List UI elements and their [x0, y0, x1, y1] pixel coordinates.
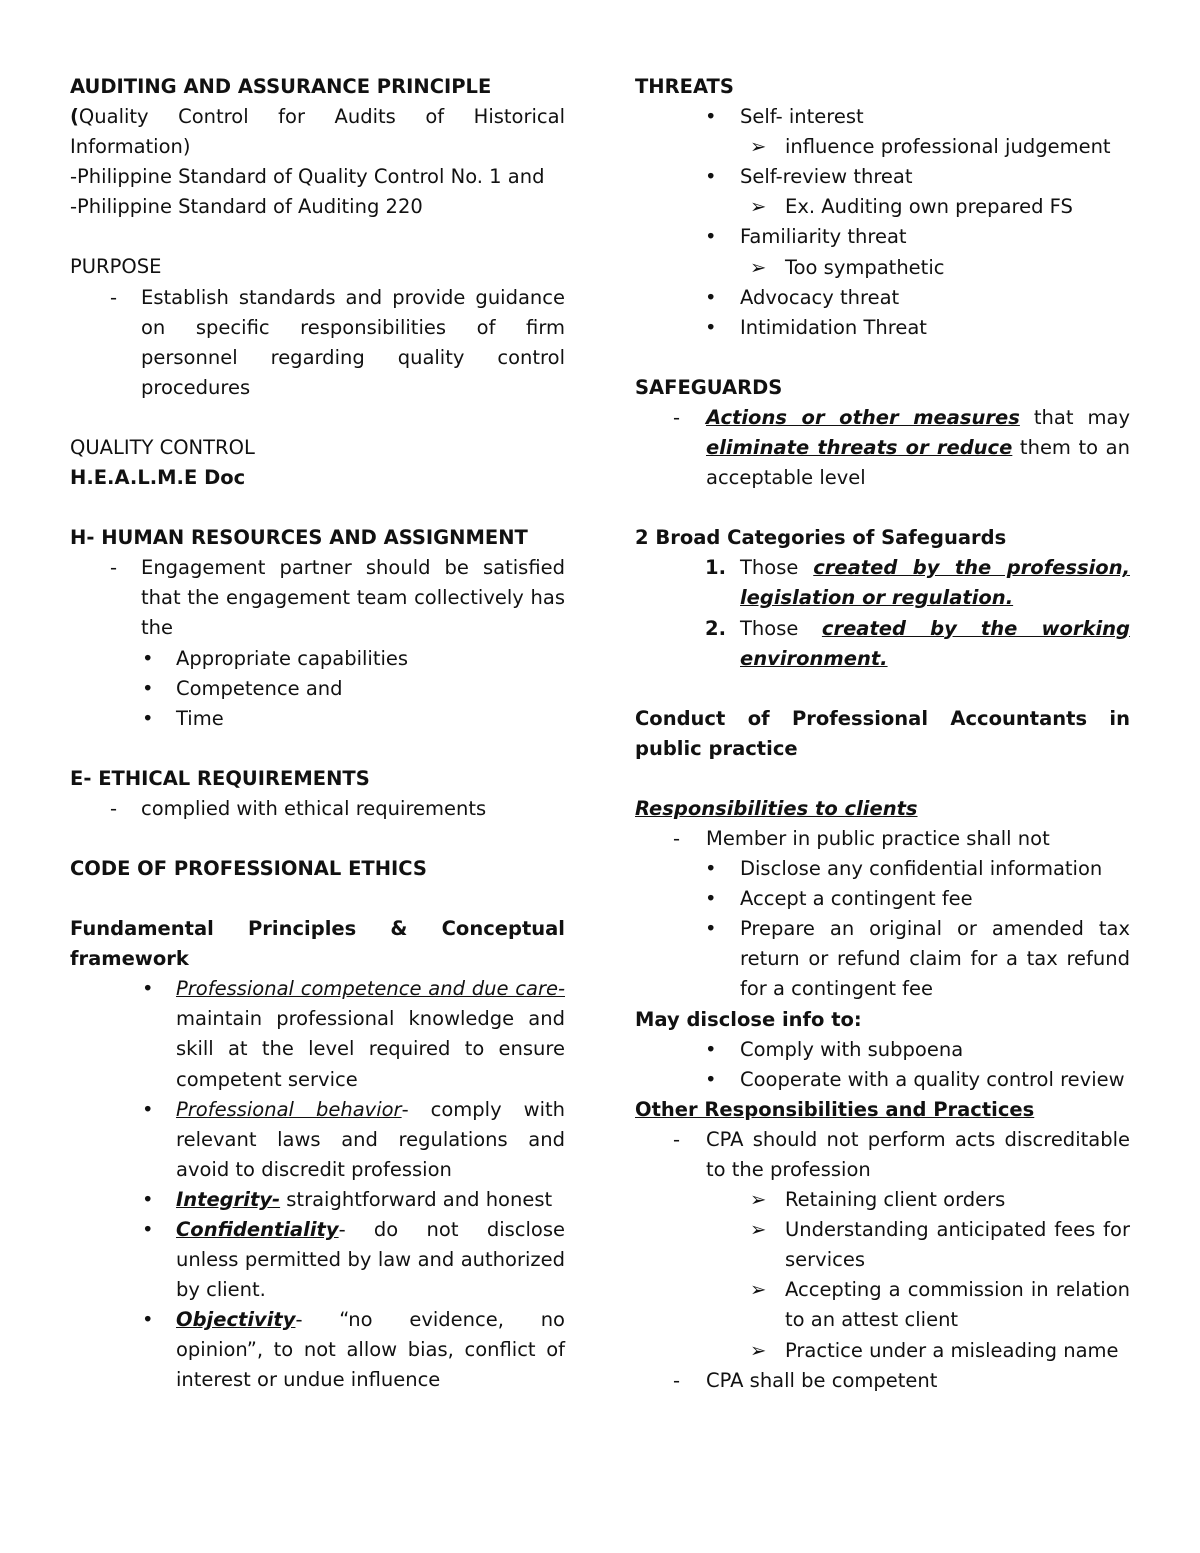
ethical-requirements-text: complied with ethical requirements: [141, 796, 487, 820]
doc-subtitle: [70, 102, 565, 162]
dash-marker: -: [673, 826, 681, 850]
purpose-heading: PURPOSE: [70, 255, 162, 279]
arrow-icon: ➢: [750, 1218, 767, 1242]
competence-text: CPA shall be competent: [706, 1368, 938, 1392]
principle-text: [176, 974, 565, 1094]
bullet-icon: [705, 854, 740, 884]
threat-subitem: [635, 192, 1130, 222]
list-item: [635, 1035, 1130, 1065]
other-responsibilities-item: [635, 1125, 1130, 1185]
arrow-icon: ➢: [750, 195, 767, 219]
principle-desc: straightforward and honest: [280, 1187, 553, 1211]
dash-marker: -: [673, 1127, 681, 1151]
threat-subitem: [635, 253, 1130, 283]
arrow-icon: ➢: [750, 135, 767, 159]
bullet-icon: [142, 1185, 176, 1215]
responsibilities-text: Member in public practice shall not: [706, 826, 1050, 850]
arrow-item: [635, 1336, 1130, 1366]
principle-term: Professional competence and due care-: [176, 977, 565, 1001]
safeguards-text: [706, 403, 1130, 493]
may-disclose-heading: May disclose info to:: [635, 1007, 862, 1031]
list-item-text: Appropriate capabilities: [176, 646, 409, 670]
threat-label: Advocacy threat: [740, 285, 900, 309]
arrow-item: [635, 1275, 1130, 1335]
dash-marker: -: [673, 405, 681, 429]
bullet-icon: [142, 704, 176, 734]
category-emphasis: created by the working environment.: [740, 616, 1130, 670]
conduct-heading: Conduct of Professional Accountants in public practice: [635, 706, 1130, 760]
bullet-icon: [142, 644, 176, 674]
left-column: [70, 72, 565, 1396]
threat-label: Familiarity threat: [740, 225, 907, 249]
principle-text: [176, 1305, 565, 1395]
threat-item: [635, 222, 1130, 252]
list-item-text: Accept a contingent fee: [740, 887, 973, 911]
ethical-requirements-heading: E- ETHICAL REQUIREMENTS: [70, 766, 370, 790]
threat-item: [635, 313, 1130, 343]
human-resources-item: [70, 553, 565, 643]
principle-term: Professional behavior: [176, 1097, 402, 1121]
right-column: [635, 72, 1130, 1396]
ethical-requirements-item: [70, 794, 565, 824]
quality-control-acronym: H.E.A.L.M.E Doc: [70, 466, 246, 490]
threat-label: Intimidation Threat: [740, 315, 927, 339]
category-item: [635, 553, 1130, 613]
responsibilities-heading: Responsibilities to clients: [635, 796, 918, 820]
arrow-icon: ➢: [750, 1338, 767, 1362]
bullet-icon: [705, 313, 740, 343]
bullet-icon: [705, 283, 740, 313]
responsibilities-item: [635, 824, 1130, 854]
threat-item: [635, 162, 1130, 192]
principle-desc: - comply with relevant laws and regulations and avoid to discredit profession: [176, 1097, 566, 1181]
dash-marker: -: [110, 556, 118, 580]
threat-subitem-text: Too sympathetic: [785, 255, 945, 279]
category-text: [740, 553, 1130, 613]
fundamental-principles-heading: Fundamental Principles & Conceptual framework: [70, 917, 565, 971]
purpose-text: Establish standards and provide guidance on specific responsibilities of firm personnel regarding quality control procedures: [141, 285, 565, 399]
bullet-icon: [705, 1035, 740, 1065]
bullet-icon: [705, 884, 740, 914]
arrow-item-text: Accepting a commission in relation to an attest client: [785, 1278, 1130, 1332]
threat-subitem: [635, 132, 1130, 162]
category-lead: Those: [740, 616, 822, 640]
competence-item: [635, 1366, 1130, 1396]
dash-marker: -: [110, 796, 118, 820]
threat-label: Self- interest: [740, 105, 864, 129]
list-item-text: Prepare an original or amended tax return or refund claim for a tax refund for a contingent fee: [740, 917, 1130, 1001]
list-item-text: Disclose any confidential information: [740, 857, 1103, 881]
dash-marker: -: [673, 1368, 681, 1392]
safeguards-text-part: them to an acceptable level: [706, 436, 1130, 490]
threat-item: [635, 102, 1130, 132]
bullet-icon: [705, 1065, 740, 1095]
principle-term: Objectivity: [176, 1308, 296, 1332]
other-responsibilities-text: CPA should not perform acts discreditable to the profession: [706, 1127, 1130, 1181]
list-item: [70, 674, 565, 704]
safeguards-emphasis: Actions or other measures: [706, 405, 1020, 429]
standard-line-2: -Philippine Standard of Auditing 220: [70, 195, 423, 219]
doc-title: AUDITING AND ASSURANCE PRINCIPLE: [70, 75, 492, 98]
principle-text: [176, 1095, 565, 1185]
code-of-ethics-heading: CODE OF PROFESSIONAL ETHICS: [70, 856, 427, 880]
threats-heading: THREATS: [635, 75, 734, 98]
categories-heading: 2 Broad Categories of Safeguards: [635, 526, 1007, 550]
list-item-text: Comply with subpoena: [740, 1037, 964, 1061]
principle-text: [176, 1185, 565, 1215]
bullet-icon: [705, 222, 740, 252]
bullet-icon: [142, 1305, 176, 1335]
quality-control-heading: QUALITY CONTROL: [70, 435, 255, 459]
subtitle-paren: (: [70, 105, 79, 129]
threat-item: [635, 283, 1130, 313]
arrow-icon: ➢: [750, 1278, 767, 1302]
bullet-icon: [705, 914, 740, 944]
standard-line-1: -Philippine Standard of Quality Control No. 1 and: [70, 165, 545, 189]
bullet-icon: [705, 162, 740, 192]
purpose-item: [70, 283, 565, 403]
principle-desc: - do not disclose unless permitted by law and authorized by client.: [176, 1218, 565, 1302]
bullet-icon: [142, 974, 176, 1004]
arrow-item: [635, 1215, 1130, 1275]
arrow-item: [635, 1185, 1130, 1215]
category-emphasis: created by the profession, legislation or regulation.: [740, 556, 1130, 610]
threat-subitem-text: Ex. Auditing own prepared FS: [785, 195, 1073, 219]
list-number: 1.: [705, 556, 726, 580]
category-text: [740, 614, 1130, 674]
arrow-item-text: Understanding anticipated fees for services: [785, 1218, 1130, 1272]
safeguards-text-part: that may: [1019, 405, 1131, 429]
arrow-item-text: Practice under a misleading name: [785, 1338, 1119, 1362]
bullet-icon: [705, 102, 740, 132]
safeguards-heading: SAFEGUARDS: [635, 375, 783, 399]
list-item: [635, 884, 1130, 914]
principle-term: Confidentiality: [176, 1218, 339, 1241]
arrow-icon: ➢: [750, 255, 767, 279]
human-resources-heading: H- HUMAN RESOURCES AND ASSIGNMENT: [70, 526, 528, 550]
list-item: [635, 854, 1130, 884]
list-item: [70, 704, 565, 734]
list-item: [635, 1065, 1130, 1095]
bullet-icon: [142, 674, 176, 704]
principle-desc: - “no evidence, no opinion”, to not allow bias, conflict of interest or undue influence: [176, 1308, 565, 1392]
list-item-text: Cooperate with a quality control review: [740, 1067, 1125, 1091]
list-item-text: Time: [176, 706, 224, 730]
safeguards-emphasis: eliminate threats or reduce: [706, 436, 1013, 460]
bullet-icon: [142, 1095, 176, 1125]
dash-marker: -: [110, 285, 118, 309]
principle-item: [70, 1185, 565, 1215]
category-item: [635, 614, 1130, 674]
safeguards-item: [635, 403, 1130, 493]
threat-subitem-text: influence professional judgement: [785, 135, 1111, 159]
bullet-icon: [142, 1215, 176, 1245]
subtitle-text: Quality Control for Audits of Historical Information): [70, 105, 565, 159]
list-item: [70, 644, 565, 674]
principle-text: [176, 1215, 565, 1305]
principle-item: [70, 1215, 565, 1305]
category-lead: Those: [740, 556, 814, 580]
arrow-icon: ➢: [750, 1188, 767, 1212]
list-number: 2.: [705, 616, 726, 640]
principle-desc: maintain professional knowledge and skill at the level required to ensure competent service: [176, 1007, 565, 1091]
principle-item: [70, 1095, 565, 1185]
list-item-text: Competence and: [176, 676, 343, 700]
principle-term: Integrity-: [176, 1187, 281, 1211]
arrow-item-text: Retaining client orders: [785, 1188, 1006, 1212]
threat-label: Self-review threat: [740, 165, 913, 189]
principle-item: [70, 1305, 565, 1395]
other-responsibilities-heading: Other Responsibilities and Practices: [635, 1097, 1035, 1121]
list-item: [635, 914, 1130, 1004]
human-resources-text: Engagement partner should be satisfied that the engagement team collectively has the: [141, 556, 565, 640]
principle-item: [70, 974, 565, 1094]
